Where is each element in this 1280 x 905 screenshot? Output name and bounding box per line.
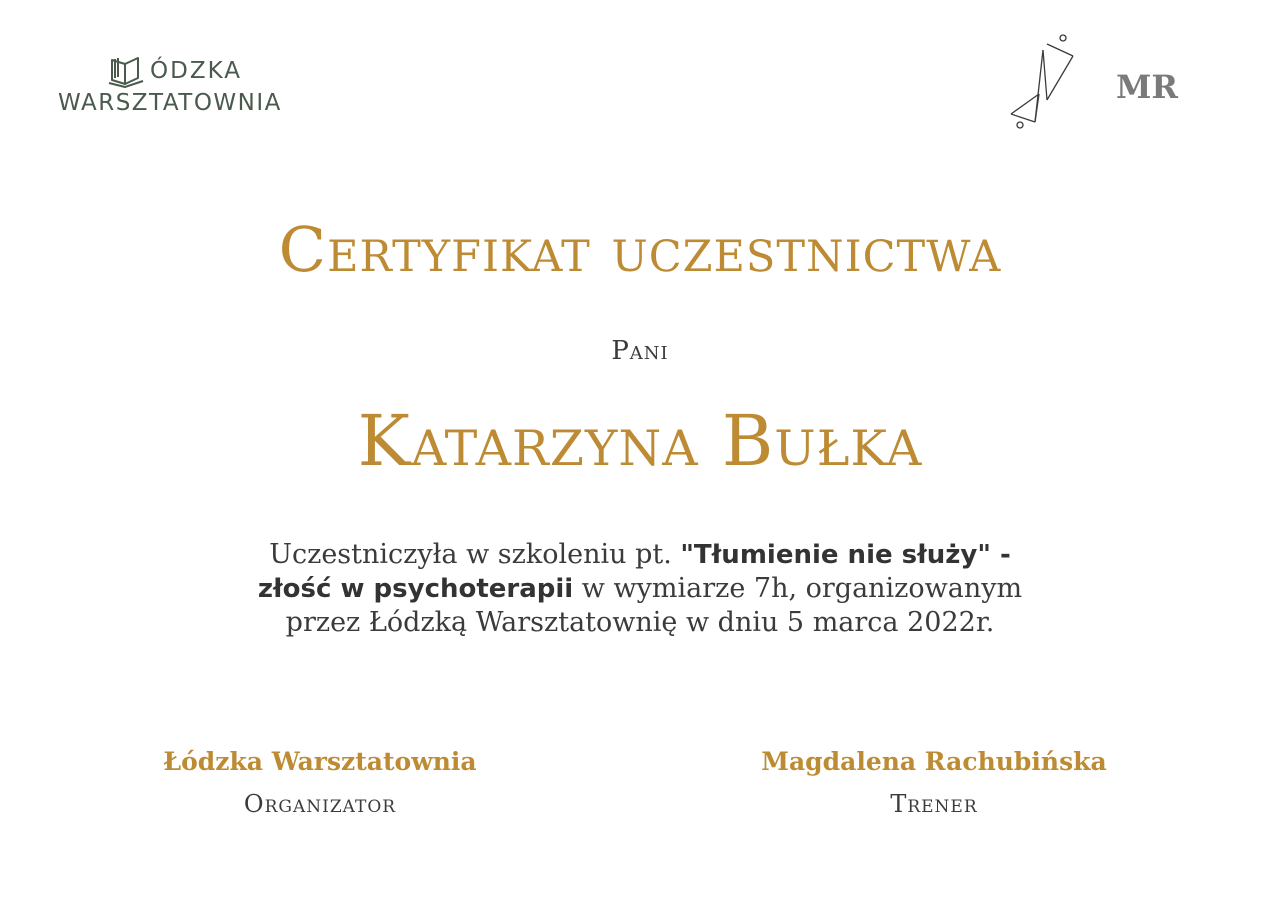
triangle-line-mark-icon (1005, 30, 1085, 134)
mr-logo-mark (1114, 68, 1184, 104)
recipient-name: Katarzyna Bułka (357, 400, 923, 482)
svg-text:MR: MR (1116, 68, 1179, 104)
logo-text-line1: ÓDZKA (150, 58, 242, 84)
logo-text-line2: WARSZTATOWNIA (58, 90, 282, 116)
signature-role: Organizator (243, 790, 397, 818)
signature-organizer (110, 742, 530, 820)
signature-trainer (724, 742, 1144, 820)
course-title: "Tłumienie nie służy" - złość w psychoterapii (257, 540, 1011, 604)
certificate-title: Certyfikat uczestnictwa (278, 213, 1002, 286)
signature-name: Magdalena Rachubińska (761, 747, 1107, 776)
signature-role: Trener (890, 790, 978, 818)
body-suffix: w wymiarze 7h, organizowanym przez Łódzką Warsztatownię w dniu 5 marca 2022r. (285, 573, 1023, 638)
salutation: Pani (611, 336, 669, 366)
signature-name: Łódzka Warsztatownia (163, 747, 477, 776)
lodzka-warsztatownia-logo (58, 50, 298, 122)
certificate-body (230, 538, 1050, 639)
body-prefix: Uczestniczyła w szkoleniu pt. (269, 539, 681, 570)
open-book-icon (106, 50, 146, 90)
